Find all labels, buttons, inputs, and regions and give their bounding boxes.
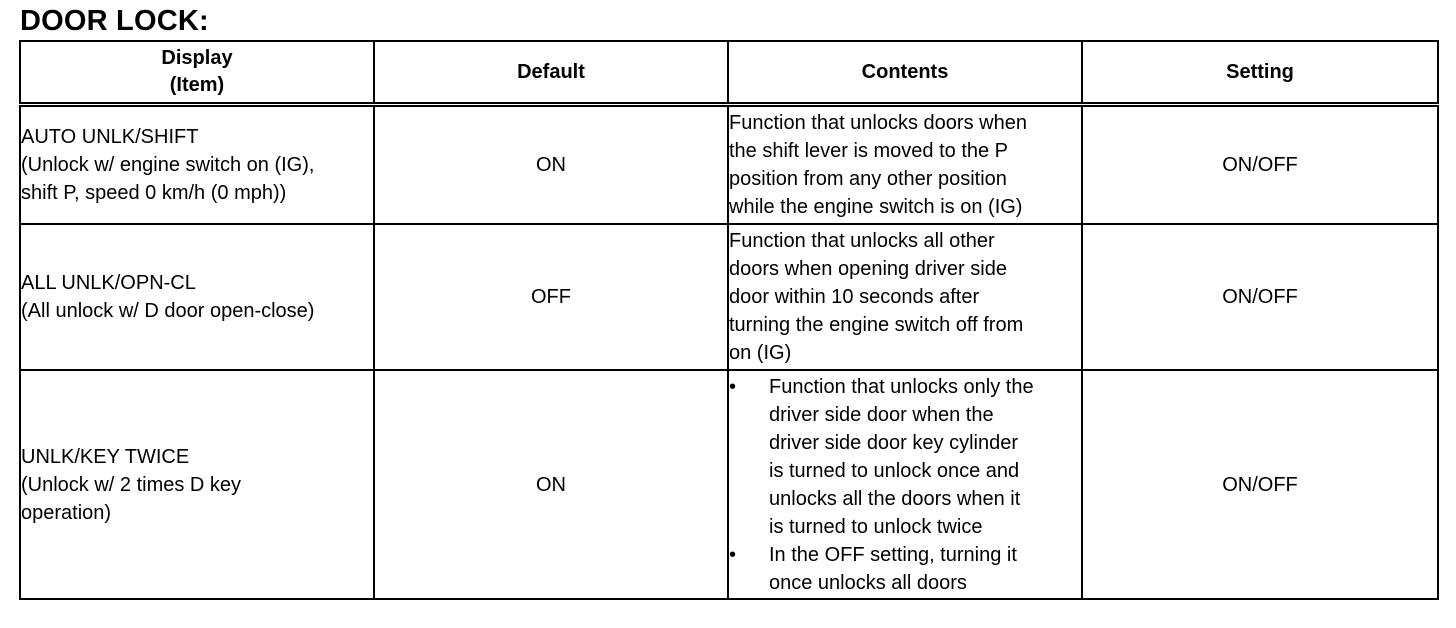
- contents-cell: [728, 105, 1082, 225]
- contents-cell: [728, 370, 1082, 599]
- bullet-icon: •: [729, 375, 737, 398]
- item-text: AUTO UNLK/SHIFT: [21, 126, 199, 148]
- table-row: [20, 370, 1438, 599]
- bullet-item: [729, 373, 1081, 541]
- contents-text: is turned to unlock twice: [769, 515, 983, 538]
- contents-text: is turned to unlock once and: [769, 459, 1020, 482]
- bullet-icon: •: [729, 543, 737, 566]
- contents-text: Function that unlocks all other: [729, 230, 995, 252]
- contents-text: Function that unlocks doors when: [729, 112, 1027, 134]
- contents-text: driver side door key cylinder: [769, 431, 1018, 454]
- contents-text: turning the engine switch off from: [729, 314, 1024, 336]
- contents-text: doors when opening driver side: [729, 258, 1007, 280]
- contents-text: while the engine switch is on (IG): [729, 196, 1023, 218]
- header-default: Default: [374, 41, 728, 105]
- table-header-row: [20, 41, 1438, 105]
- header-display: [20, 41, 374, 105]
- item-cell: [20, 105, 374, 225]
- item-cell: [20, 224, 374, 370]
- contents-text: on (IG): [729, 342, 792, 364]
- header-setting: Setting: [1082, 41, 1438, 105]
- contents-text: driver side door when the: [769, 403, 994, 426]
- default-cell: OFF: [374, 224, 728, 370]
- bullet-item: [729, 541, 1081, 597]
- header-display-line: Display: [161, 47, 233, 69]
- contents-text: unlocks all the doors when it: [769, 487, 1021, 510]
- contents-text: In the OFF setting, turning it: [769, 543, 1017, 566]
- setting-cell: ON/OFF: [1082, 105, 1438, 225]
- contents-text: once unlocks all doors: [769, 571, 967, 594]
- default-cell: ON: [374, 105, 728, 225]
- item-text: ALL UNLK/OPN-CL: [21, 272, 196, 294]
- setting-cell: ON/OFF: [1082, 370, 1438, 599]
- item-text: (Unlock w/ engine switch on (IG),: [21, 154, 315, 176]
- contents-cell: [728, 224, 1082, 370]
- header-contents: Contents: [728, 41, 1082, 105]
- table-row: [20, 224, 1438, 370]
- table-row: [20, 105, 1438, 225]
- item-text: (All unlock w/ D door open-close): [21, 300, 315, 322]
- door-lock-settings-table: [19, 40, 1439, 600]
- contents-text: the shift lever is moved to the P: [729, 140, 1009, 162]
- item-text: shift P, speed 0 km/h (0 mph)): [21, 182, 287, 204]
- contents-text: Function that unlocks only the: [769, 375, 1034, 398]
- contents-text: door within 10 seconds after: [729, 286, 980, 308]
- setting-cell: ON/OFF: [1082, 224, 1438, 370]
- page-title: DOOR LOCK:: [20, 5, 209, 37]
- contents-bullet-list: [729, 373, 1081, 597]
- default-cell: ON: [374, 370, 728, 599]
- item-text: operation): [21, 501, 112, 524]
- item-text: (Unlock w/ 2 times D key: [21, 473, 242, 496]
- item-text: UNLK/KEY TWICE: [21, 445, 190, 468]
- item-cell: [20, 370, 374, 599]
- contents-text: position from any other position: [729, 168, 1007, 190]
- header-display-line: (Item): [169, 74, 225, 96]
